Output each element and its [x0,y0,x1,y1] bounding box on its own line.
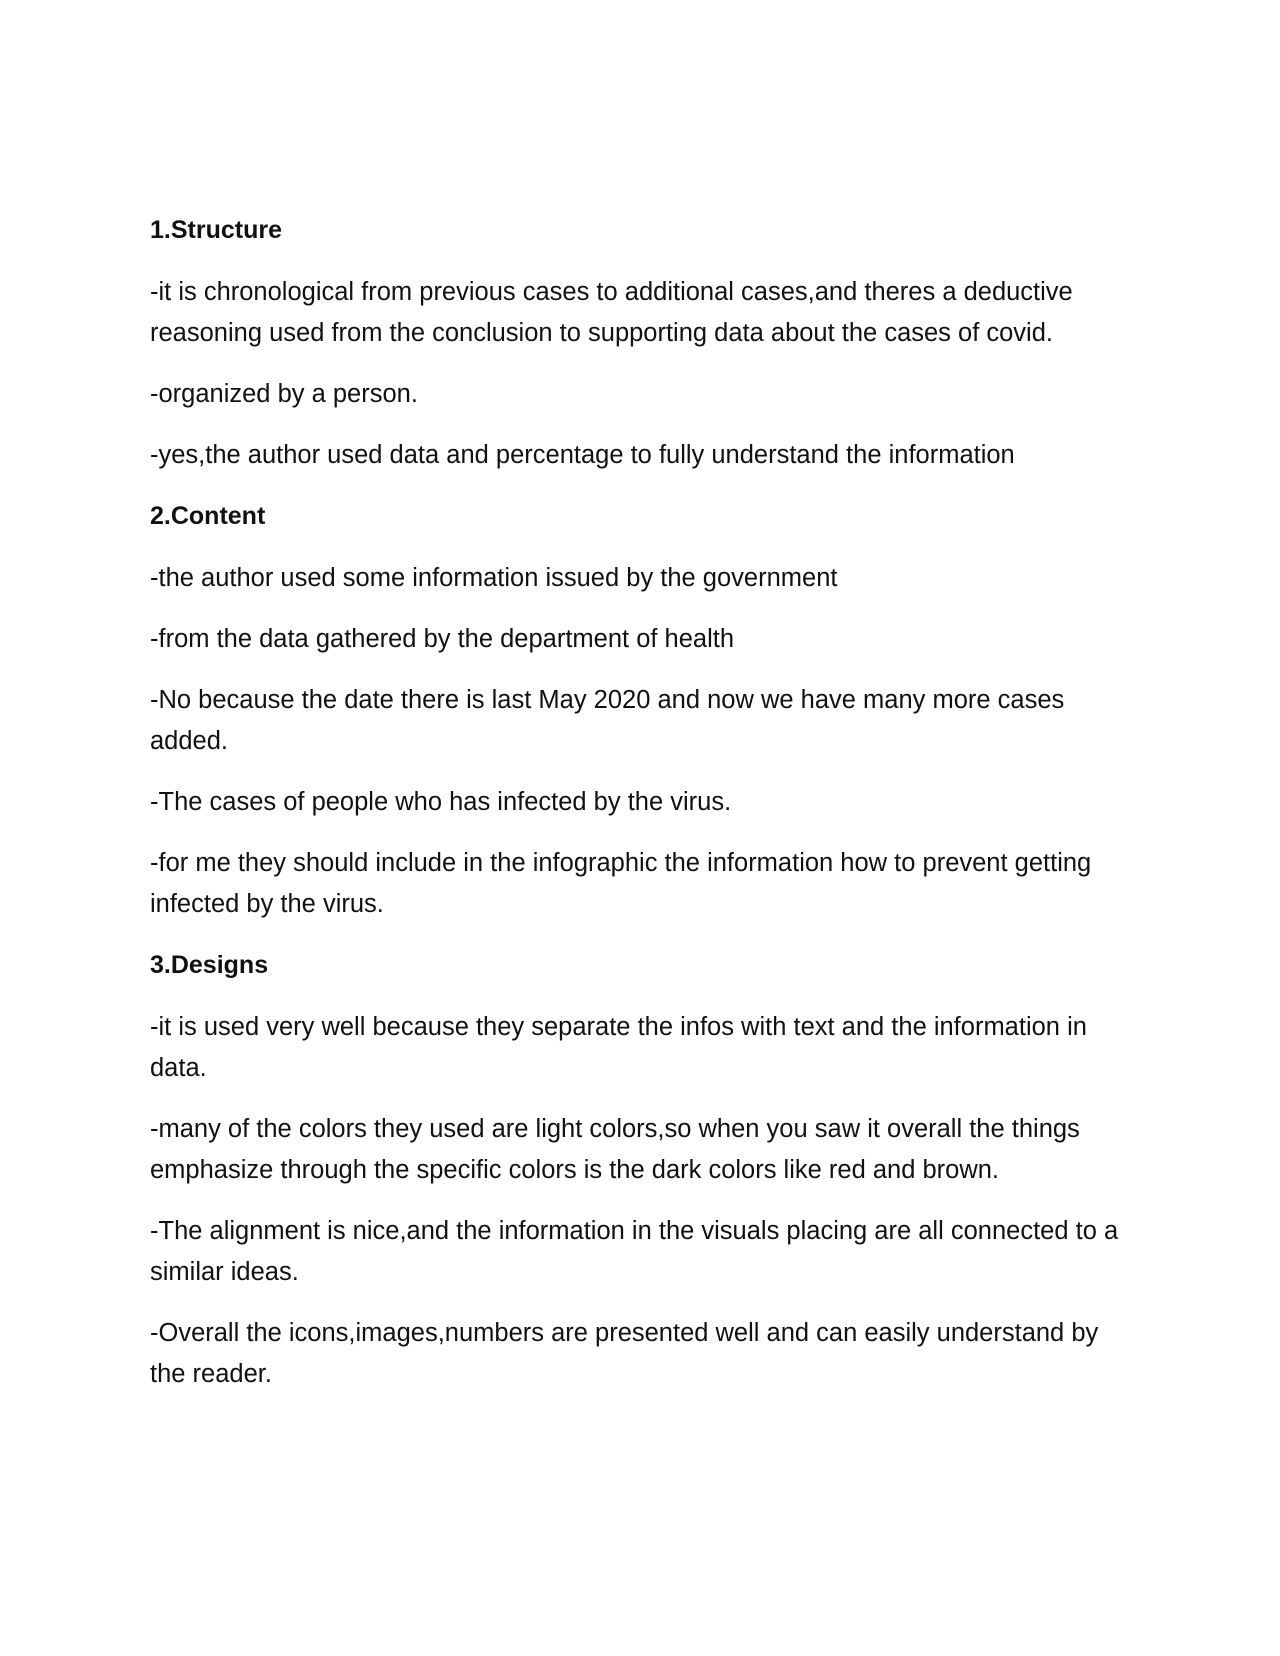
paragraph: -The alignment is nice,and the information in the visuals placing are all connected to a similar ideas. [150,1217,1119,1286]
paragraph: -The cases of people who has infected by the virus. [150,788,732,816]
section-structure [150,210,1140,476]
section-heading: 1.Structure [150,216,282,244]
paragraph: -No because the date there is last May 2020 and now we have many more cases added. [150,686,1065,755]
paragraph: -it is chronological from previous cases to additional cases,and theres a deductive reasoning used from the conclusion to supporting data about the cases of covid. [150,278,1073,347]
paragraph: -it is used very well because they separate the infos with text and the information in data. [150,1013,1087,1082]
paragraph: -many of the colors they used are light colors,so when you saw it overall the things emphasize through the specific colors is the dark colors like red and brown. [150,1115,1080,1184]
section-content [150,496,1140,925]
document-page [150,210,1140,1415]
section-designs [150,945,1140,1395]
section-heading: 3.Designs [150,951,269,979]
section-heading: 2.Content [150,502,266,530]
paragraph: -from the data gathered by the department of health [150,625,735,653]
paragraph: -the author used some information issued by the government [150,564,838,592]
paragraph: -for me they should include in the infographic the information how to prevent getting infected by the virus. [150,849,1092,918]
paragraph: -organized by a person. [150,380,418,408]
paragraph: -yes,the author used data and percentage to fully understand the information [150,441,1015,469]
paragraph: -Overall the icons,images,numbers are presented well and can easily understand by the reader. [150,1319,1099,1388]
